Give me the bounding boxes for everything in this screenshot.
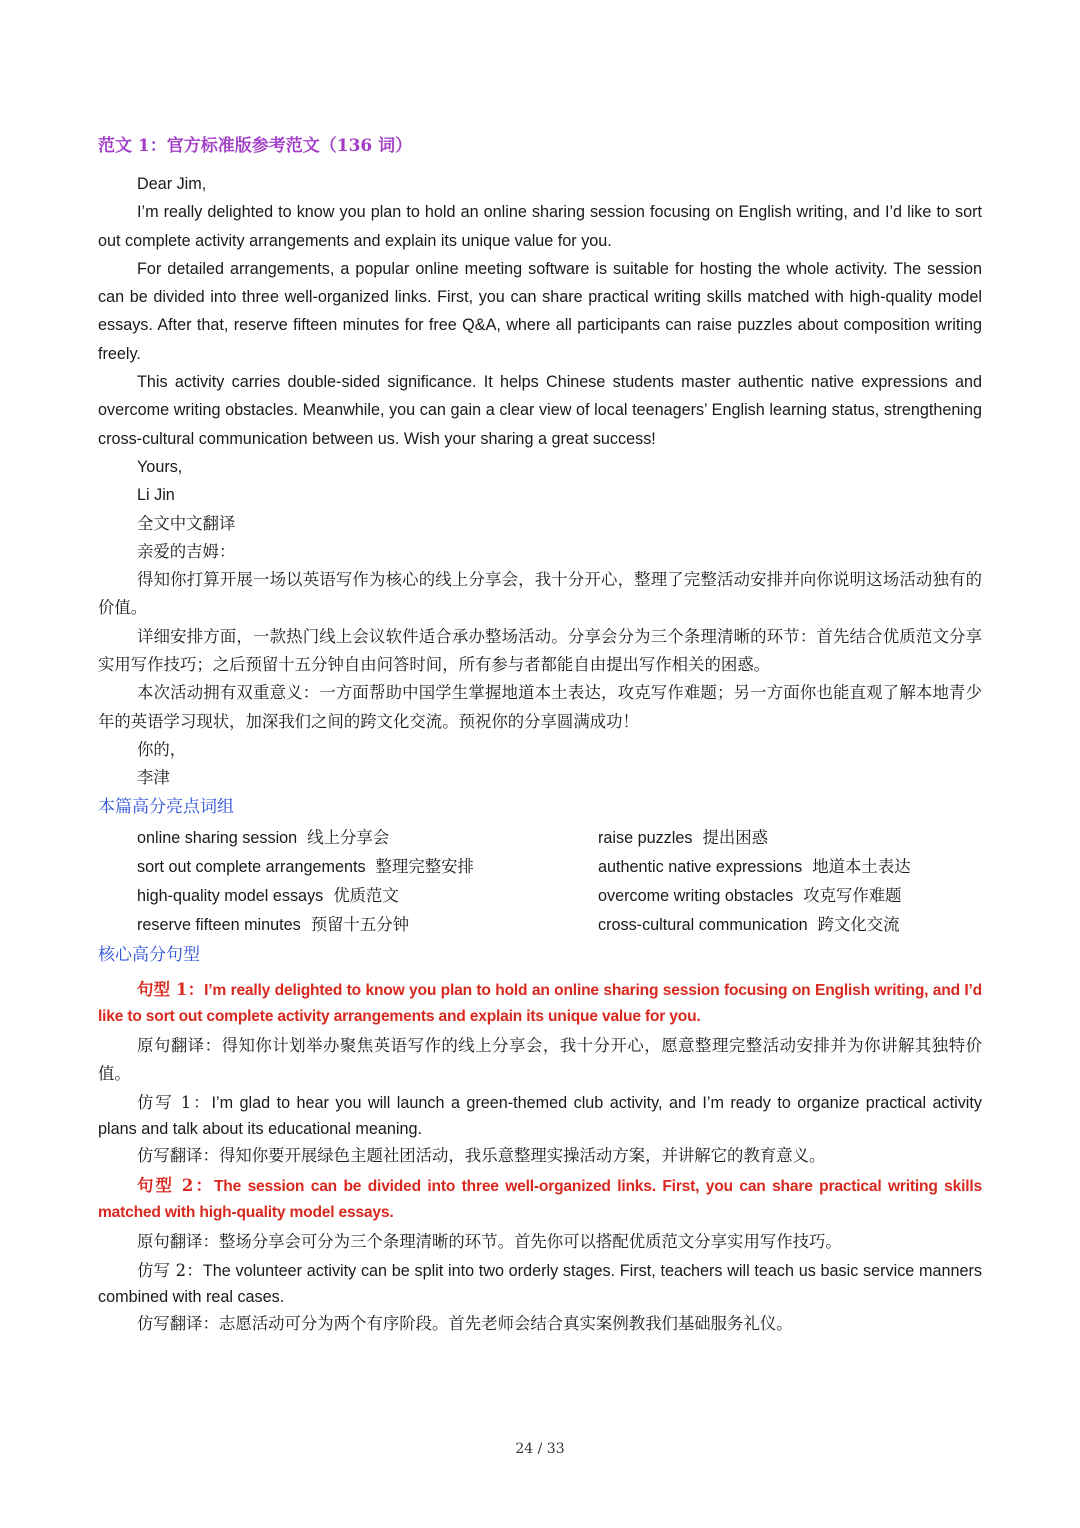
vocab-heading: 本篇高分亮点词组 — [98, 796, 234, 817]
vocab-item: sort out complete arrangements 整理完整安排 — [137, 856, 474, 876]
vocab-item: online sharing session 线上分享会 — [137, 827, 390, 847]
pattern-2-imitation: 仿写 2：The volunteer activity can be split into two orderly stages. First, teachers will teach us basic service manners combined with real cases. — [98, 1260, 983, 1306]
pattern-2-original-translation: 原句翻译：整场分享会可分为三个条理清晰的环节。首先你可以搭配优质范文分享实用写作技巧。 — [137, 1231, 842, 1251]
letter-paragraph-3: This activity carries double-sided significance. It helps Chinese students master authentic native expressions and overcome writing obstacles. Meanwhile, you can gain a clear view of local teenagers’ English learning status, strengthening cross-cultural communication between us. Wish your sharing a great success! — [98, 373, 982, 448]
pattern-1-original-translation: 原句翻译：得知你计划举办聚焦英语写作的线上分享会，我十分开心，愿意整理完整活动安排并为你讲解其独特价值。 — [98, 1035, 983, 1084]
letter-paragraph-2: For detailed arrangements, a popular online meeting software is suitable for hosting the whole activity. The session can be divided into three well-organized links. First, you can share practical writing skills matched with high-quality model essays. After that, reserve fifteen minutes for free Q&A, where all participants can raise puzzles about composition writing freely. — [98, 259, 982, 363]
translation-closing: 你的， — [137, 739, 187, 759]
vocab-item: authentic native expressions 地道本土表达 — [598, 856, 911, 876]
letter-closing: Yours, — [137, 457, 183, 476]
pattern-1-imitation-translation: 仿写翻译：得知你要开展绿色主题社团活动，我乐意整理实操活动方案，并讲解它的教育意义。 — [137, 1146, 826, 1166]
vocab-item: overcome writing obstacles 攻克写作难题 — [598, 886, 902, 906]
pattern-1-imitation: 仿写 1：I’m glad to hear you will launch a green-themed club activity, and I’m ready to organize practical activity plans and talk about its educational meaning. — [98, 1093, 982, 1139]
letter-signature: Li Jin — [137, 486, 175, 505]
vocab-list — [98, 824, 982, 941]
translation-paragraph-2: 详细安排方面，一款热门线上会议软件适合承办整场活动。分享会分为三个条理清晰的环节：首先结合优质范文分享实用写作技巧；之后预留十五分钟自由问答时间，所有参与者都能自由提出写作相关的困惑。 — [98, 626, 982, 675]
letter-paragraph-1: I’m really delighted to know you plan to hold an online sharing session focusing on English writing, and I’d like to sort out complete activity arrangements and explain its unique value for you. — [98, 203, 982, 250]
vocab-item: raise puzzles 提出困惑 — [598, 827, 769, 847]
pattern-1-sentence: 句型 1：I’m really delighted to know you plan to hold an online sharing session focusing on English writing, and I’d like to sort out complete activity arrangements and explain its unique value for you. — [98, 979, 982, 1025]
translation-signature: 李津 — [137, 768, 170, 788]
page-content — [98, 132, 982, 1338]
vocab-item: cross-cultural communication 跨文化交流 — [598, 915, 900, 935]
vocab-item: reserve fifteen minutes 预留十五分钟 — [137, 915, 410, 935]
pattern-2-imitation-translation: 仿写翻译：志愿活动可分为两个有序阶段。首先老师会结合真实案例教我们基础服务礼仪。 — [137, 1313, 793, 1333]
vocab-item: high-quality model essays 优质范文 — [137, 886, 399, 906]
translation-salutation: 亲爱的吉姆： — [137, 541, 236, 561]
page-number: 24 / 33 — [515, 1441, 565, 1457]
sample-essay-heading: 范文 1：官方标准版参考范文（136 词） — [98, 136, 413, 156]
letter-salutation: Dear Jim, — [137, 175, 207, 193]
sentence-pattern-heading: 核心高分句型 — [98, 944, 200, 965]
pattern-2-sentence: 句型 2：The session can be divided into three well-organized links. First, you can share practical writing skills matched with high-quality model essays. — [98, 1175, 982, 1221]
translation-paragraph-3: 本次活动拥有双重意义：一方面帮助中国学生掌握地道本土表达，攻克写作难题；另一方面你也能直观了解本地青少年的英语学习现状，加深我们之间的跨文化交流。预祝你的分享圆满成功！ — [98, 683, 982, 731]
translation-paragraph-1: 得知你打算开展一场以英语写作为核心的线上分享会，我十分开心，整理了完整活动安排并向你说明这场活动独有的价值。 — [98, 570, 982, 618]
translation-title: 全文中文翻译 — [137, 513, 236, 533]
